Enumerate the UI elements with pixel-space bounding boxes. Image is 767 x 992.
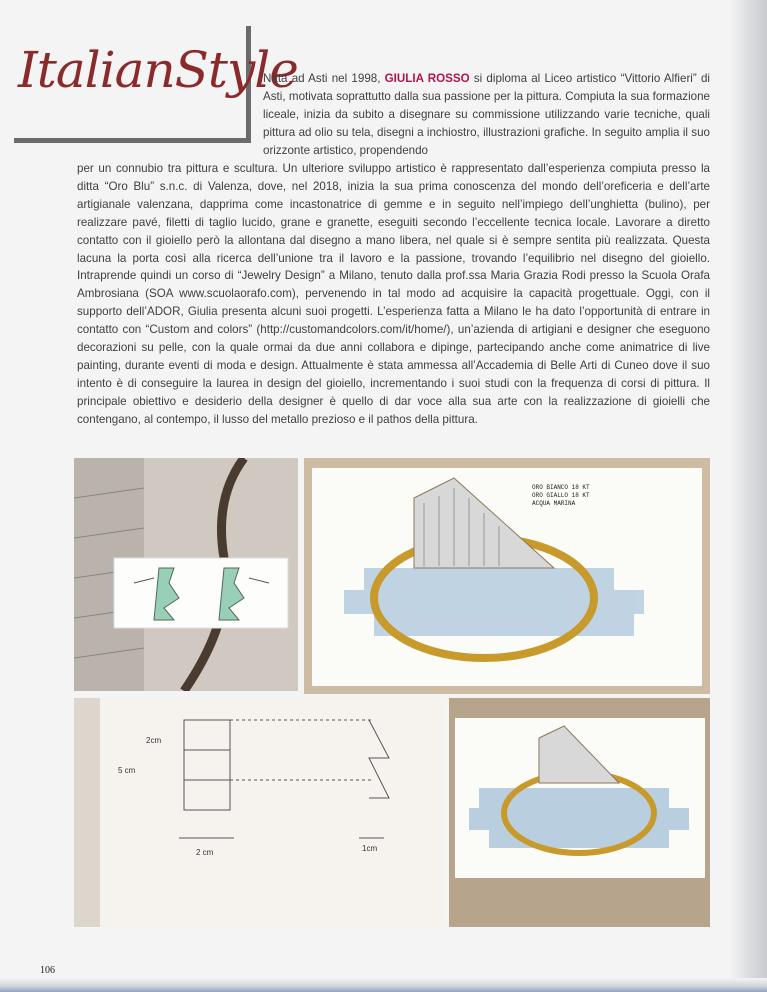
bracelet-note-line: ACQUA MARINA (532, 500, 576, 507)
photo-bracelet-sketch (304, 458, 710, 694)
designer-name: GIULIA ROSSO (384, 72, 470, 85)
bracelet-note-line: ORO GIALLO 18 KT (532, 492, 590, 499)
page-edge-shadow (729, 0, 767, 992)
technical-sketch-illustration (74, 698, 443, 927)
photo-bracelet-color (449, 698, 710, 927)
intro-text-after: si diploma al Liceo artistico “Vittorio Alfieri” di Asti, motivata soprattutto dalla sua passione per la pittura. Compiuta la sua formazione liceale, inizia da subito a disegnare su commissione utilizzando varie tecniche, quali pittura ad olio su tela, disegni a inchiostro, illustrazioni grafiche. In seguito amplia il suo orizzonte artistico, propendendo (263, 72, 710, 157)
sketch-label-width: 2 cm (196, 848, 214, 857)
italian-style-logo: ItalianStyle (18, 41, 298, 99)
page-number: 106 (40, 965, 55, 976)
bracelet-note (532, 484, 590, 508)
main-paragraph: per un connubio tra pittura e scultura. Un ulteriore sviluppo artistico è rappresentato dall’esperienza compiuta presso la ditta “Oro Blu” s.n.c. di Valenza, dove, nel 2018, inizia la sua prima conoscenza del mondo dell’oreficeria e dell’arte artigianale valenzana, dapprima come incastonatrice di gemme e in seguito nell’impiego dell’unghietta (bulino), per realizzare pavé, filetti di taglio lucido, grane e granette, eseguiti secondo l’eccellente tecnica locale. Lavorare a diretto contatto con il gioiello però la allontana dal disegno a mano libera, nel quale si è sempre sentita più realizzata. Questa lacuna la porta così alla ricerca dell’unione tra il lavoro e la passione, trovando l’equilibrio nel disegno del gioiello. Intraprende quindi un corso di “Jewelry Design” a Milano, tenuto dalla prof.ssa Maria Grazia Rodi presso la Scuola Orafa Ambrosiana (SOA www.scuolaorafo.com), pervenendo in tal modo ad acquisire la capacità progettuale. Oggi, con il supporto dell’ADOR, Giulia presenta alcuni suoi progetti. L’esperienza fatta a Milano le ha dato l’opportunità di entrare in contatto con “Custom and colors” (http://customandcolors.com/it/home/), un’azienda di artigiani e designer che eseguono decorazioni su pelle, con la quale ormai da due anni collabora e dipinge, partecipando anche come animatrice di live painting, durante eventi di moda e design. Attualmente è stata ammessa all’Accademia di Belle Arti di Cuneo dove il suo intento è di conseguire la laurea in design del gioiello, incrementando i suoi studi con la frequenza di corsi di pittura. Il principale obiettivo e desiderio della designer è quello di dar voce alla sua arte con la realizzazione di gioielli che contengano, al contempo, il lusso del metallo prezioso e il pathos della pittura. (77, 162, 710, 426)
earring-photo-illustration (74, 458, 298, 691)
sketch-label-small-width: 1cm (362, 844, 378, 853)
photo-technical-sketch (74, 698, 443, 927)
intro-text-before: Nata ad Asti nel 1998, (263, 72, 385, 85)
sketch-label-total-height: 5 cm (118, 766, 136, 775)
bracelet-color-illustration (449, 698, 710, 927)
page-bottom-edge (0, 978, 767, 992)
intro-paragraph (263, 70, 710, 160)
bracelet-note-line: ORO BIANCO 18 KT (532, 484, 590, 491)
photo-earring-sketch (74, 458, 298, 691)
bracelet-photo-illustration (304, 458, 710, 694)
sketch-label-height: 2cm (146, 736, 162, 745)
